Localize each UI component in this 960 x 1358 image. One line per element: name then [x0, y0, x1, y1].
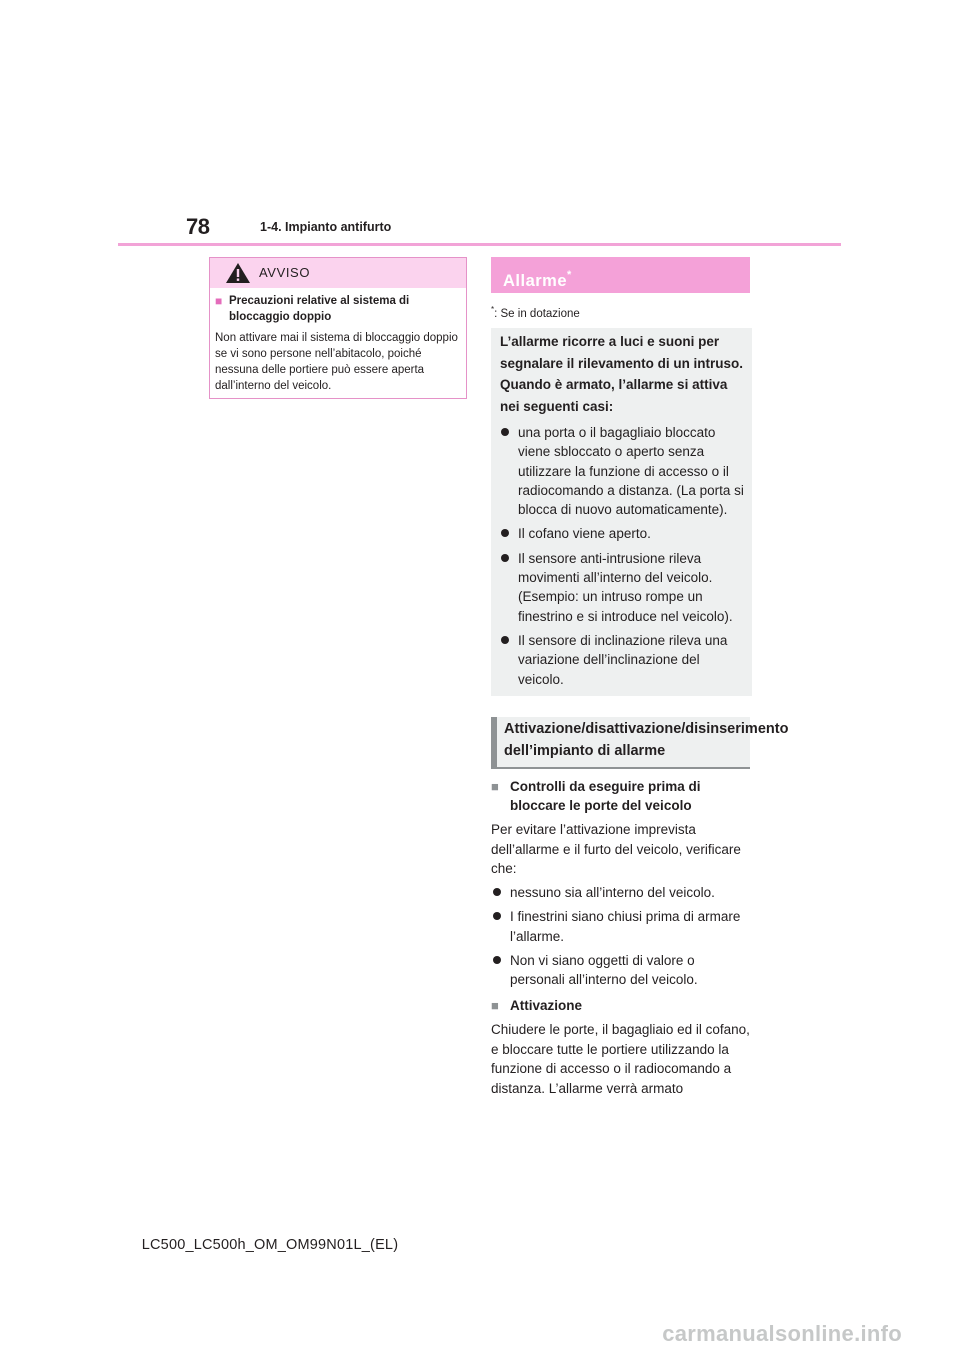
warning-body: Non attivare mai il sistema di bloccaggio doppio se vi sono persone nell’abitacolo, poiché nessuna delle portiere può essere aperta dall’interno del veicolo. — [215, 332, 458, 392]
list-item: I finestrini siano chiusi prima di armare l’allarme. — [491, 907, 753, 946]
square-bullet-icon: ■ — [491, 779, 499, 794]
warning-heading: ■ Precauzioni relative al sistema di bloccaggio doppio — [215, 294, 410, 323]
warning-title: AVVISO — [259, 265, 311, 280]
activation-header — [491, 717, 789, 769]
checks-heading: ■ Controlli da eseguire prima di bloccare le porte del veicolo — [491, 779, 701, 814]
alarm-cases-list — [500, 423, 748, 694]
activation-title: Attivazione/disattivazione/disinserimento dell’impianto di allarme — [504, 721, 789, 759]
list-item: Il sensore di inclinazione rileva una variazione dell’inclinazione del veicolo. — [500, 631, 748, 689]
footer — [0, 1237, 960, 1253]
alarm-intro: L’allarme ricorre a luci e suoni per segnalare il rilevamento di un intruso. Quando è armato, l’allarme si attiva nei seguenti casi: — [500, 334, 744, 415]
page-number: 78 — [186, 214, 210, 239]
footnote: *: Se in dotazione — [491, 305, 580, 320]
alarm-title: Allarme* — [503, 269, 572, 290]
doc-code: LC500_LC500h_OM_OM99N01L_(EL) — [141, 1237, 399, 1253]
warning-triangle-icon — [225, 262, 251, 289]
checks-intro: Per evitare l’attivazione imprevista dell’allarme e il furto del veicolo, verificare che: — [491, 822, 741, 877]
list-item: Non vi siano oggetti di valore o personali all’interno del veicolo. — [491, 951, 753, 990]
alarm-header — [491, 257, 750, 293]
square-bullet-icon: ■ — [215, 294, 223, 308]
list-item: Il sensore anti-intrusione rileva movimenti all’interno del veicolo. (Esempio: un intruso rompe un finestrino e si introduce nel veicolo). — [500, 549, 748, 626]
activation-heading: ■ Attivazione — [491, 996, 751, 1015]
square-bullet-icon: ■ — [491, 998, 499, 1013]
list-item: nessuno sia all’interno del veicolo. — [491, 883, 753, 903]
checks-list — [491, 883, 753, 994]
warning-box — [209, 257, 467, 399]
list-item: una porta o il bagagliaio bloccato viene sbloccato o aperto senza utilizzare la funzione di accesso o il radiocomando a distanza. (La porta si blocca di nuovo automaticamente). — [500, 423, 748, 519]
alarm-info-box — [491, 328, 752, 696]
header-rule — [118, 243, 841, 246]
section-title: 1-4. Impianto antifurto — [260, 220, 392, 234]
watermark: carmanualsonline.info — [662, 1321, 902, 1346]
list-item: Il cofano viene aperto. — [500, 524, 748, 543]
activation-body: Chiudere le porte, il bagagliaio ed il cofano, e bloccare tutte le portiere utilizzando la funzione di accesso o il radiocomando a distanza. L’allarme verrà armato — [491, 1022, 750, 1096]
warning-header — [210, 258, 466, 288]
